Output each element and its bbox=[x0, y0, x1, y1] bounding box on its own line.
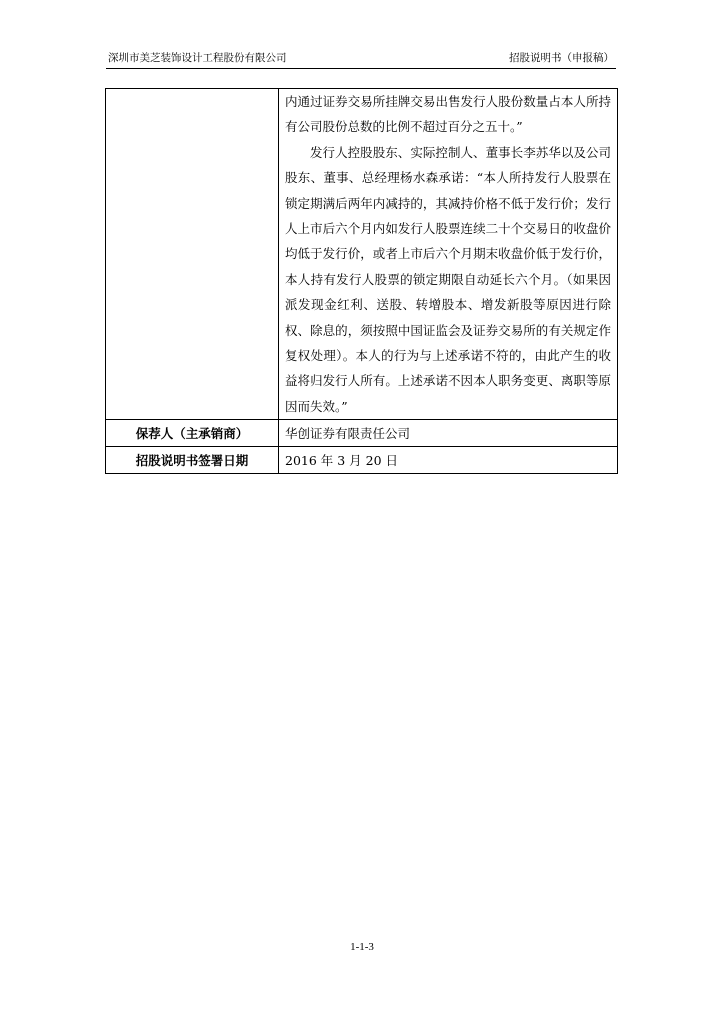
page-header bbox=[108, 50, 614, 67]
header-document-type: 招股说明书（申报稿） bbox=[509, 52, 614, 64]
prospectus-info-table bbox=[105, 88, 618, 474]
sign-date-label: 招股说明书签署日期 bbox=[106, 447, 279, 474]
commitment-content-cell bbox=[279, 89, 618, 420]
sign-date-value: 2016 年 3 月 20 日 bbox=[279, 447, 618, 474]
sponsor-label: 保荐人（主承销商） bbox=[106, 420, 279, 447]
header-divider bbox=[106, 68, 616, 69]
commitment-label-cell bbox=[106, 89, 279, 420]
page-number: 1-1-3 bbox=[350, 941, 374, 953]
commitment-paragraph-2: 发行人控股股东、实际控制人、董事长李苏华以及公司股东、董事、总经理杨水森承诺：“本人所持发行人股票在锁定期满后两年内减持的，其减持价格不低于发行价；发行人上市后六个月内如发行人股票连续二十个交易日的收盘价均低于发行价，或者上市后六个月期末收盘价低于发行价，本人持有发行人股票的锁定期限自动延长六个月。（如果因派发现金红利、送股、转增股本、增发新股等原因进行除权、除息的，须按照中国证监会及证券交易所的有关规定作复权处理）。本人的行为与上述承诺不符的，由此产生的收益将归发行人所有。上述承诺不因本人职务变更、离职等原因而失效。” bbox=[285, 144, 611, 414]
table-row-commitment bbox=[106, 89, 618, 420]
table-row-sign-date bbox=[106, 447, 618, 474]
commitment-paragraph-1: 内通过证券交易所挂牌交易出售发行人股份数量占本人所持有公司股份总数的比例不超过百分之五十。” bbox=[285, 94, 611, 135]
sponsor-value: 华创证券有限责任公司 bbox=[279, 420, 618, 447]
header-company-name: 深圳市美芝装饰设计工程股份有限公司 bbox=[108, 52, 287, 64]
table-row-sponsor bbox=[106, 420, 618, 447]
